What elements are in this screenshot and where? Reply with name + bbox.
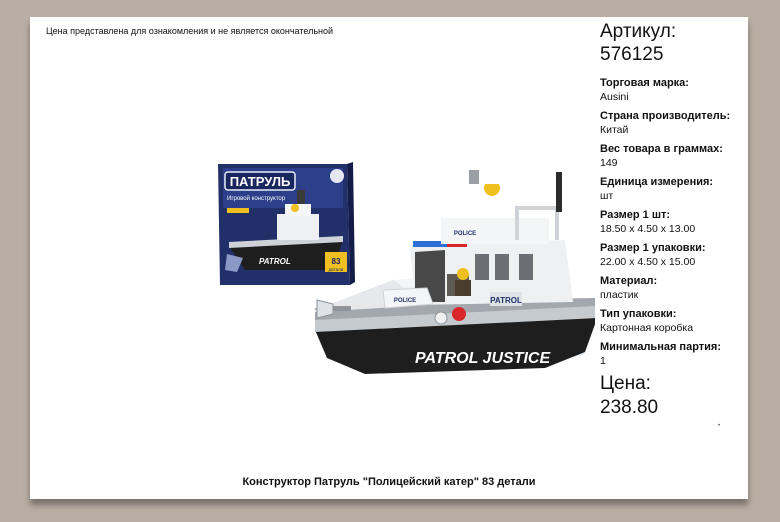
cabin-label: POLICE bbox=[453, 231, 477, 237]
stray-dot: • bbox=[718, 423, 721, 429]
spec-min-order bbox=[600, 340, 750, 368]
spec-value: Китай bbox=[600, 124, 629, 136]
catalog-sheet bbox=[30, 17, 748, 499]
hull-label: PATROL JUSTICE bbox=[415, 350, 551, 367]
price-value: 238.80 bbox=[600, 397, 659, 418]
spec-value: Ausini bbox=[600, 91, 629, 103]
spec-label: Минимальная партия: bbox=[600, 341, 721, 353]
spec-item-size bbox=[600, 208, 750, 236]
product-image bbox=[215, 142, 595, 402]
side-label: PATROL bbox=[490, 296, 522, 305]
spec-material bbox=[600, 274, 750, 302]
spec-value: 149 bbox=[600, 157, 618, 169]
spec-weight bbox=[600, 142, 750, 170]
spec-value: пластик bbox=[600, 289, 639, 301]
bow-label: POLICE bbox=[393, 298, 417, 304]
product-caption: Конструктор Патруль "Полицейский катер" 83 детали bbox=[242, 476, 536, 488]
spec-label: Вес товара в граммах: bbox=[600, 143, 723, 155]
disclaimer-text: Цена представлена для ознакомления и не является окончательной bbox=[46, 26, 334, 36]
spec-label: Материал: bbox=[600, 275, 658, 287]
box-title: ПАТРУЛЬ bbox=[229, 174, 291, 189]
boat-model bbox=[315, 170, 595, 374]
box-count-unit: детали bbox=[328, 267, 344, 272]
spec-label: Страна производитель: bbox=[600, 110, 731, 122]
spec-package-size bbox=[600, 241, 750, 269]
spec-value: Картонная коробка bbox=[600, 322, 694, 334]
spec-label: Размер 1 шт: bbox=[600, 209, 671, 221]
product-box bbox=[218, 162, 355, 285]
price-label: Цена: bbox=[600, 373, 651, 394]
spec-label: Единица измерения: bbox=[600, 176, 714, 188]
box-subtitle: Игровой конструктор bbox=[227, 196, 286, 202]
spec-country bbox=[600, 109, 750, 137]
article-value: 576125 bbox=[600, 44, 664, 65]
spec-value: 1 bbox=[600, 355, 606, 367]
box-side-text: PATROL bbox=[259, 257, 291, 266]
spec-value: 22.00 x 4.50 x 15.00 bbox=[600, 256, 696, 268]
article-label: Артикул: bbox=[600, 21, 677, 42]
spec-package-type bbox=[600, 307, 750, 335]
spec-unit bbox=[600, 175, 750, 203]
spec-label: Торговая марка: bbox=[600, 77, 689, 89]
spec-brand bbox=[600, 76, 750, 104]
box-count: 83 bbox=[331, 257, 341, 266]
spec-value: 18.50 x 4.50 x 13.00 bbox=[600, 223, 696, 235]
spec-label: Тип упаковки: bbox=[600, 308, 677, 320]
spec-label: Размер 1 упаковки: bbox=[600, 242, 706, 254]
spec-value: шт bbox=[600, 190, 614, 202]
